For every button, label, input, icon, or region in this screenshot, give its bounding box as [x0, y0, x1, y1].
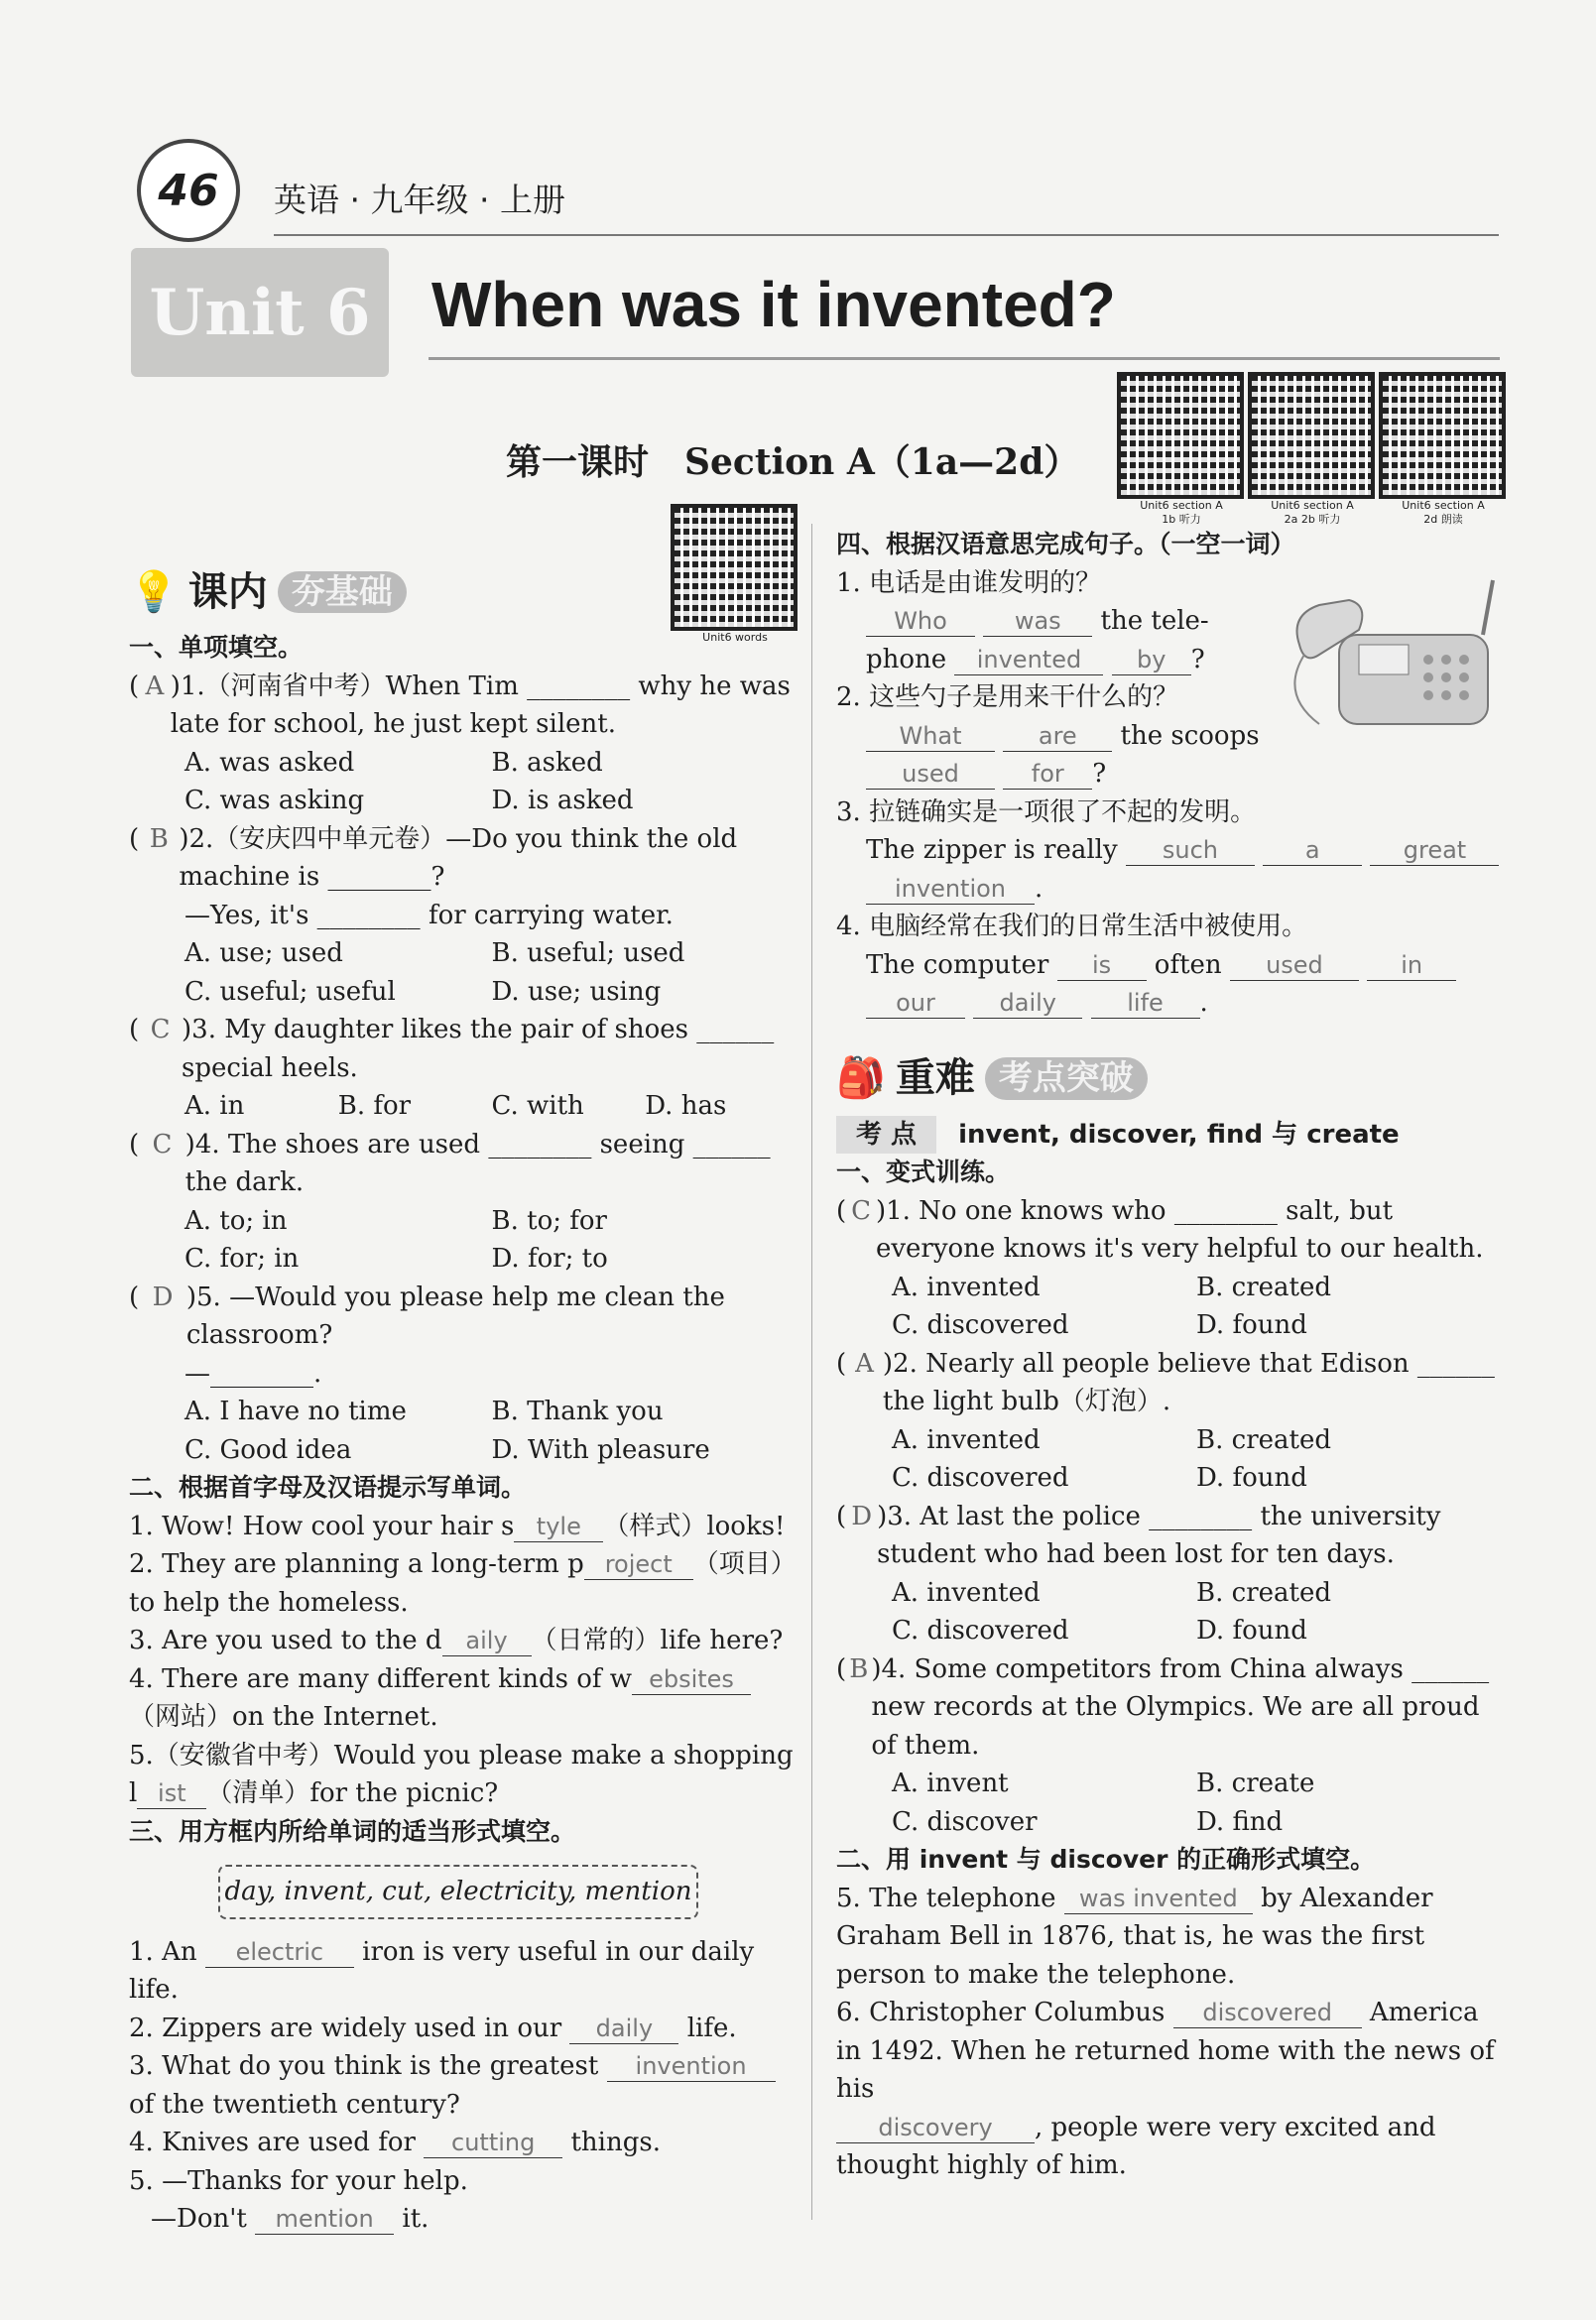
option: A. in — [184, 1091, 245, 1121]
question-stem: )5. —Would you please help me clean the classroom? — [185, 1282, 725, 1350]
option: A. use; used — [184, 938, 343, 968]
answer-blank[interactable]: such — [1126, 835, 1255, 866]
answer-blank[interactable]: mention — [255, 2204, 394, 2235]
answer-blank[interactable]: great — [1370, 835, 1499, 866]
fill-item: 1. An electric iron is very useful in our daily life. — [129, 1936, 755, 2005]
answer-blank[interactable]: ist — [137, 1778, 206, 1809]
question-extra: —Yes, it's ________ for carrying water. — [184, 900, 674, 930]
left-column — [129, 555, 798, 2239]
qr-caption: Unit6 section A — [1140, 499, 1223, 512]
option: B. to; for — [491, 1205, 607, 1236]
answer: D — [152, 1282, 174, 1312]
answer-blank[interactable]: discovery — [836, 2113, 1035, 2143]
fill-item: 3. What do you think is the greatest invention of the twentieth century? — [129, 2047, 798, 2124]
option: B. created — [1196, 1272, 1331, 1302]
qr-caption: Unit6 section A — [1271, 499, 1354, 512]
right-column — [836, 526, 1501, 2185]
section-badge — [129, 555, 798, 629]
qr-caption: 2a 2b 听力 — [1284, 513, 1341, 526]
option: C. discovered — [892, 1310, 1069, 1340]
question: ( A )1.（河南省中考）When Tim ________ why he was late for school, he just kept silent. A. was asked B. asked C. was asking D. is asked — [129, 668, 798, 820]
fill-item: 4. There are many different kinds of w ebsites（网站）on the Internet. — [129, 1660, 798, 1737]
chinese-prompt: 4. 电脑经常在我们的日常生活中被使用。 — [836, 912, 1308, 941]
answer-blank[interactable]: invention — [607, 2051, 776, 2082]
part-heading: 二、根据首字母及汉语提示写单词。 — [129, 1473, 527, 1502]
telephone-illustration — [1280, 575, 1498, 744]
option: A. was asked — [184, 747, 355, 778]
option: A. invented — [892, 1272, 1041, 1302]
option: B. Thank you — [491, 1397, 664, 1426]
unit-label: Unit 6 — [131, 248, 389, 377]
kaodian-tag: 考 点 — [836, 1116, 936, 1155]
option: D. use; using — [491, 976, 662, 1007]
column-divider — [811, 524, 812, 2220]
option: C. discovered — [892, 1463, 1069, 1493]
part-heading: 二、用 invent 与 discover 的正确形式填空。 — [836, 1845, 1376, 1874]
answer: A — [145, 671, 165, 701]
option: D. find — [1196, 1806, 1284, 1837]
option: C. Good idea — [184, 1434, 352, 1465]
translation-item: 1. 电话是由谁发明的？ Who was the tele- phone invented by ? — [836, 564, 1263, 679]
qr-caption: Unit6 words — [702, 631, 768, 644]
question-stem: )1.（河南省中考）When Tim ________ why he was late for school, he just kept silent. — [170, 671, 791, 739]
part-heading: 一、变式训练。 — [836, 1158, 1011, 1186]
answer: C — [152, 1129, 173, 1160]
option: D. has — [645, 1091, 727, 1121]
answer-blank[interactable]: was — [983, 606, 1092, 637]
option: A. invented — [892, 1577, 1041, 1608]
answer-blank[interactable]: daily — [569, 2014, 678, 2044]
option: B. for — [337, 1091, 412, 1121]
option: B. created — [1196, 1424, 1331, 1455]
option: C. useful; useful — [184, 976, 396, 1007]
answer-blank[interactable]: invention — [866, 874, 1035, 905]
answer: C — [150, 1015, 171, 1044]
answer-blank[interactable]: cutting — [424, 2128, 562, 2158]
title-underline — [429, 357, 1500, 360]
badge-pill: 夯基础 — [278, 571, 407, 614]
answer-blank[interactable]: was invented — [1064, 1884, 1253, 1914]
fill-item: 6. Christopher Columbus discovered America in 1492. When he returned home with the news of his — [836, 1998, 1495, 2104]
question-stem: )3. At last the police ________ the university student who had been lost for ten days. — [877, 1501, 1441, 1569]
question-stem: )4. Some competitors from China always ______ new records at the Olympics. We are all proud of them. — [871, 1653, 1490, 1761]
option: A. invented — [892, 1424, 1041, 1455]
answer-blank[interactable]: is — [1057, 950, 1147, 981]
option: D. found — [1196, 1463, 1307, 1493]
option: B. asked — [491, 747, 603, 778]
qr-icon — [1117, 372, 1244, 499]
option: D. With pleasure — [491, 1434, 710, 1465]
fill-item: —Don't mention it. — [151, 2204, 430, 2234]
fill-item: 2. They are planning a long-term p roject （项目）to help the homeless. — [129, 1549, 797, 1618]
section-title: 第一课时 Section A（1a—2d） — [506, 441, 1080, 483]
qr-caption: Unit6 section A — [1402, 499, 1485, 512]
option: C. was asking — [184, 786, 365, 815]
part-heading: 四、根据汉语意思完成句子。（一空一词） — [836, 530, 1295, 558]
badge-pill: 考点突破 — [985, 1057, 1148, 1100]
answer-blank[interactable]: used — [1230, 950, 1359, 981]
answer-blank[interactable]: What — [866, 721, 995, 752]
answer-blank[interactable]: aily — [442, 1626, 532, 1656]
answer-blank[interactable]: daily — [973, 988, 1082, 1019]
option: C. with — [491, 1091, 584, 1121]
kaodian-text: invent, discover, find 与 create — [958, 1119, 1400, 1150]
page-number: 46 — [137, 139, 240, 242]
question: ( C )1. No one knows who ________ salt, but everyone knows it's very helpful to our health. A. invented B. created C. discovered D. found — [836, 1192, 1501, 1345]
question-stem: )3. My daughter likes the pair of shoes ______ special heels. — [182, 1015, 775, 1083]
translation-item: 4. 电脑经常在我们的日常生活中被使用。 The computer is often used in our daily life . — [836, 908, 1501, 1023]
question: ( B )2.（安庆四中单元卷）—Do you think the old machine is ________? —Yes, it's ________ for carrying water. A. use; used B. useful; used C. useful; useful D. use; using — [129, 820, 798, 1012]
qr-caption: 1b 听力 — [1162, 513, 1201, 526]
badge-main: 重难 — [895, 1055, 975, 1102]
option: B. useful; used — [491, 938, 685, 968]
backpack-icon: 🎒 — [836, 1055, 886, 1102]
chinese-prompt: 2. 这些勺子是用来干什么的？ — [836, 682, 1179, 712]
question-extra: —________. — [184, 1358, 322, 1389]
chinese-prompt: 1. 电话是由谁发明的？ — [836, 567, 1102, 598]
badge-main: 课内 — [187, 568, 268, 615]
answer-blank[interactable]: invented — [954, 645, 1103, 675]
header-divider — [274, 234, 1499, 236]
question: ( D )5. —Would you please help me clean the classroom? —________. A. I have no time B. Thank you C. Good idea D. With pleasure — [129, 1279, 798, 1470]
fill-item: 5.（安徽省中考）Would you please make a shopping l ist （清单）for the picnic? — [129, 1740, 794, 1808]
answer-blank[interactable]: for — [1003, 759, 1092, 790]
answer: D — [851, 1501, 873, 1531]
answer-blank[interactable]: by — [1112, 645, 1191, 675]
fill-item: 3. Are you used to the d aily （日常的）life here? — [129, 1626, 784, 1655]
option: C. discover — [892, 1806, 1038, 1837]
option: A. to; in — [184, 1205, 288, 1236]
answer-blank[interactable]: a — [1263, 835, 1362, 866]
translation-item: 2. 这些勺子是用来干什么的？ What are the scoops used for ? — [836, 678, 1263, 794]
answer-blank[interactable]: roject — [584, 1549, 693, 1580]
question: ( A )2. Nearly all people believe that Edison ______ the light bulb（灯泡）. A. invented B. created C. discovered D. found — [836, 1345, 1501, 1498]
fill-item: 5. —Thanks for your help. — [129, 2165, 468, 2196]
answer-blank[interactable]: Who — [866, 606, 975, 637]
book-title: 英语 · 九年级 · 上册 — [274, 181, 565, 219]
question: ( B )4. Some competitors from China always ______ new records at the Olympics. We are all proud of them. A. invent B. create C. discover D. find — [836, 1650, 1501, 1842]
question: ( C )3. My daughter likes the pair of shoes ______ special heels. A. in B. for C. with D. has — [129, 1011, 798, 1126]
translation-item: 3. 拉链确实是一项很了不起的发明。 The zipper is really such a great invention . — [836, 794, 1501, 909]
fill-item: discovery , people were very excited and thought highly of him. — [836, 2112, 1436, 2180]
option: C. discovered — [892, 1616, 1069, 1646]
option: D. found — [1196, 1616, 1307, 1646]
answer: A — [855, 1348, 874, 1379]
answer-blank[interactable]: in — [1367, 950, 1456, 981]
word-box: day, invent, cut, electricity, mention — [218, 1865, 698, 1919]
answer-blank[interactable]: are — [1003, 721, 1112, 752]
question-stem: )4. The shoes are used ________ seeing ______ the dark. — [184, 1129, 771, 1197]
answer-blank[interactable]: discovered — [1173, 1998, 1362, 2028]
lamp-icon: 💡 — [129, 568, 179, 615]
answer: C — [851, 1195, 871, 1226]
fill-item: 2. Zippers are widely used in our daily life. — [129, 2013, 737, 2043]
part-heading: 一、单项填空。 — [129, 633, 304, 662]
option: B. created — [1196, 1577, 1331, 1608]
fill-item: 1. Wow! How cool your hair s tyle （样式）looks! — [129, 1511, 786, 1541]
section-badge — [836, 1042, 1501, 1116]
answer-blank[interactable]: used — [866, 759, 995, 790]
question-stem: )2. Nearly all people believe that Edison ______ the light bulb（灯泡）. — [882, 1348, 1495, 1416]
qr-code-3[interactable] — [1379, 372, 1508, 527]
unit-title: When was it invented? — [431, 269, 1116, 340]
fill-item: 5. The telephone was invented by Alexander Graham Bell in 1876, that is, he was the first person to make the telephone. — [836, 1883, 1433, 1990]
answer-blank[interactable]: electric — [205, 1937, 354, 1968]
part-heading: 三、用方框内所给单词的适当形式填空。 — [129, 1816, 576, 1846]
qr-icon — [1248, 372, 1375, 499]
answer-blank[interactable]: our — [866, 988, 965, 1019]
qr-code-2[interactable] — [1248, 372, 1377, 527]
answer-blank[interactable]: ebsites — [632, 1664, 751, 1695]
option: A. invent — [892, 1769, 1009, 1798]
question-stem: )2.（安庆四中单元卷）—Do you think the old machine is ________? — [179, 823, 738, 892]
answer-blank[interactable]: tyle — [514, 1512, 603, 1542]
question-stem: )1. No one knows who ________ salt, but everyone knows it's very helpful to our health. — [875, 1195, 1484, 1264]
qr-code-1[interactable] — [1117, 372, 1246, 527]
kaodian-line — [836, 1116, 1501, 1155]
option: D. is asked — [491, 786, 634, 815]
qr-caption: 2d 朗读 — [1423, 513, 1463, 526]
option: D. found — [1196, 1310, 1307, 1340]
option: B. create — [1196, 1769, 1315, 1798]
question: ( C )4. The shoes are used ________ seeing ______ the dark. A. to; in B. to; for C. for; in D. for; to — [129, 1126, 798, 1279]
chinese-prompt: 3. 拉链确实是一项很了不起的发明。 — [836, 796, 1257, 827]
answer: B — [849, 1653, 869, 1684]
answer: B — [149, 823, 169, 854]
answer-blank[interactable]: life — [1091, 988, 1200, 1019]
option: D. for; to — [491, 1244, 608, 1274]
option: A. I have no time — [184, 1397, 407, 1426]
fill-item: 4. Knives are used for cutting things. — [129, 2128, 661, 2157]
qr-icon — [1379, 372, 1506, 499]
option: C. for; in — [184, 1244, 300, 1274]
question: ( D )3. At last the police ________ the university student who had been lost for ten days. A. invented B. created C. discovered D. found — [836, 1498, 1501, 1650]
